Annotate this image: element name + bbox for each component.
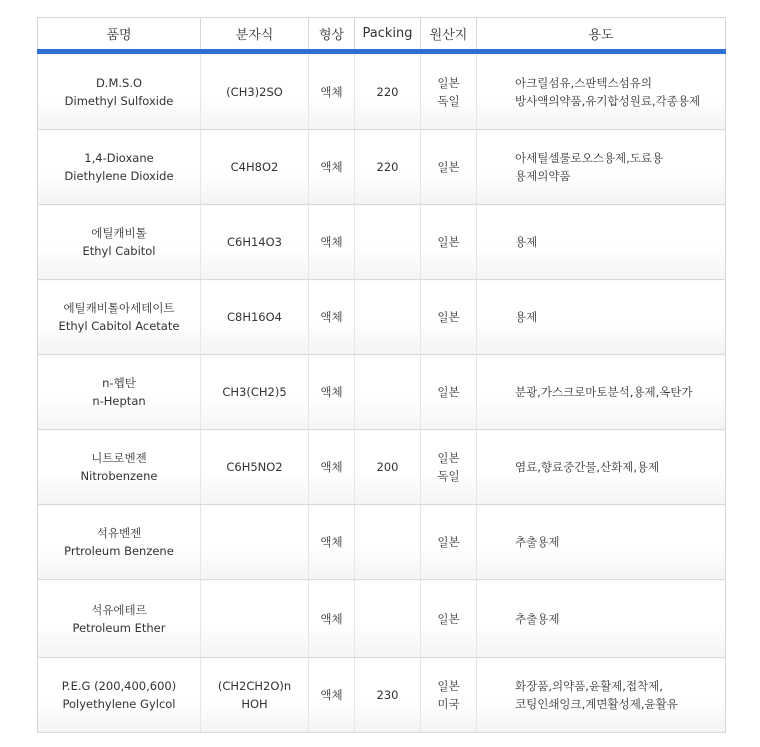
- cell-formula: [201, 280, 309, 355]
- origin-text: 독일: [437, 93, 460, 108]
- table-row: [38, 505, 726, 580]
- table-row: [38, 658, 726, 733]
- cell-use: [477, 505, 726, 580]
- name-korean: 석유벤젠: [96, 526, 142, 540]
- header-shape: 형상: [309, 18, 355, 52]
- name-korean: P.E.G (200,400,600): [61, 679, 177, 693]
- cell-formula: [201, 430, 309, 505]
- cell-name: [38, 130, 201, 205]
- cell-origin: [421, 280, 477, 355]
- formula-text: CH3(CH2)5: [222, 385, 287, 399]
- cell-use: [477, 430, 726, 505]
- cell-shape: 액체: [309, 658, 355, 733]
- origin-text: 일본: [437, 160, 460, 174]
- use-text: 추출용제: [515, 611, 560, 626]
- header-use: 용도: [477, 18, 726, 52]
- table-row: [38, 280, 726, 355]
- cell-shape: 액체: [309, 355, 355, 430]
- table-row: [38, 130, 726, 205]
- formula-text: C8H16O4: [227, 310, 282, 324]
- cell-use: [477, 130, 726, 205]
- cell-name: [38, 580, 201, 658]
- cell-name: [38, 505, 201, 580]
- cell-packing: 200: [355, 430, 421, 505]
- cell-origin: [421, 355, 477, 430]
- name-english: Nitrobenzene: [80, 469, 158, 483]
- cell-name: [38, 430, 201, 505]
- cell-formula: [201, 355, 309, 430]
- use-text: 방사액의약품,유기합성원료,각종용제: [515, 93, 701, 108]
- cell-use: [477, 580, 726, 658]
- formula-text: C6H5NO2: [226, 460, 283, 474]
- cell-use: [477, 280, 726, 355]
- header-name: 품명: [38, 18, 201, 52]
- origin-text: 일본: [437, 310, 460, 324]
- name-english: Petroleum Ether: [72, 620, 166, 635]
- product-table: [37, 17, 726, 733]
- cell-shape: 액체: [309, 52, 355, 130]
- cell-origin: [421, 205, 477, 280]
- formula-text: (CH2CH2O)n: [217, 679, 292, 693]
- origin-text: 일본: [437, 451, 460, 465]
- use-text: 분광,가스크로마토분석,용제,옥탄가: [515, 385, 693, 399]
- cell-formula: [201, 658, 309, 733]
- cell-formula: [201, 52, 309, 130]
- cell-origin: [421, 580, 477, 658]
- cell-shape: 액체: [309, 505, 355, 580]
- name-korean: D.M.S.O: [95, 75, 143, 90]
- table-row: [38, 355, 726, 430]
- formula-text: HOH: [241, 697, 268, 711]
- use-text: 염료,향료중간물,산화제,용제: [515, 460, 660, 474]
- cell-packing: 230: [355, 658, 421, 733]
- cell-use: [477, 52, 726, 130]
- name-english: Dimethyl Sulfoxide: [64, 93, 174, 108]
- table-row: [38, 205, 726, 280]
- use-text: 화장품,의약품,윤활제,접착제,: [515, 679, 663, 693]
- origin-text: 일본: [437, 611, 460, 626]
- origin-text: 일본: [437, 385, 460, 399]
- cell-shape: 액체: [309, 280, 355, 355]
- cell-formula: [201, 130, 309, 205]
- cell-packing: [355, 505, 421, 580]
- use-text: 용제: [515, 310, 538, 324]
- cell-name: [38, 355, 201, 430]
- cell-shape: 액체: [309, 130, 355, 205]
- origin-text: 미국: [437, 697, 460, 711]
- name-korean: 니트로벤젠: [91, 451, 147, 465]
- cell-use: [477, 658, 726, 733]
- name-korean: 1,4-Dioxane: [84, 151, 154, 165]
- cell-name: [38, 658, 201, 733]
- header-formula: 분자식: [201, 18, 309, 52]
- name-english: n-Heptan: [92, 394, 146, 408]
- formula-text: (CH3)2SO: [226, 84, 283, 99]
- cell-packing: [355, 355, 421, 430]
- cell-name: [38, 280, 201, 355]
- cell-packing: [355, 205, 421, 280]
- cell-packing: 220: [355, 130, 421, 205]
- origin-text: 일본: [437, 75, 460, 90]
- table-row: [38, 430, 726, 505]
- cell-name: [38, 205, 201, 280]
- cell-origin: [421, 130, 477, 205]
- cell-use: [477, 205, 726, 280]
- cell-formula: [201, 580, 309, 658]
- cell-shape: 액체: [309, 430, 355, 505]
- use-text: 아크릴섬유,스판텍스섬유의: [515, 75, 652, 90]
- cell-origin: [421, 658, 477, 733]
- use-text: 아세틸셀룰로오스용제,도료용: [515, 151, 664, 165]
- use-text: 용제: [515, 235, 538, 249]
- header-origin: 원산지: [421, 18, 477, 52]
- cell-packing: [355, 280, 421, 355]
- origin-text: 일본: [437, 235, 460, 249]
- cell-use: [477, 355, 726, 430]
- product-table-container: [37, 17, 725, 733]
- cell-origin: [421, 430, 477, 505]
- cell-origin: [421, 505, 477, 580]
- cell-packing: 220: [355, 52, 421, 130]
- cell-formula: [201, 505, 309, 580]
- table-header-row: [38, 18, 726, 52]
- name-korean: 석유에테르: [91, 602, 147, 617]
- use-text: 용제의약품: [515, 169, 571, 183]
- header-packing: Packing: [355, 18, 421, 52]
- use-text: 코팅인쇄잉크,계면활성제,윤활유: [515, 697, 678, 711]
- table-row: [38, 52, 726, 130]
- name-english: Ethyl Cabitol Acetate: [58, 319, 180, 333]
- use-text: 추출용제: [515, 535, 560, 549]
- name-english: Ethyl Cabitol: [82, 244, 156, 258]
- name-english: Prtroleum Benzene: [64, 544, 174, 558]
- name-korean: 에틸캐비톨: [91, 226, 147, 240]
- cell-name: [38, 52, 201, 130]
- formula-text: C4H8O2: [230, 160, 279, 174]
- cell-origin: [421, 52, 477, 130]
- name-korean: 에틸캐비톨아세테이트: [63, 301, 175, 315]
- name-korean: n-헵탄: [102, 376, 136, 390]
- formula-text: C6H14O3: [227, 235, 282, 249]
- cell-packing: [355, 580, 421, 658]
- origin-text: 독일: [437, 469, 460, 483]
- name-english: Diethylene Dioxide: [64, 169, 174, 183]
- cell-formula: [201, 205, 309, 280]
- cell-shape: 액체: [309, 580, 355, 658]
- table-row: [38, 580, 726, 658]
- name-english: Polyethylene Gylcol: [62, 697, 176, 711]
- origin-text: 일본: [437, 535, 460, 549]
- cell-shape: 액체: [309, 205, 355, 280]
- origin-text: 일본: [437, 679, 460, 693]
